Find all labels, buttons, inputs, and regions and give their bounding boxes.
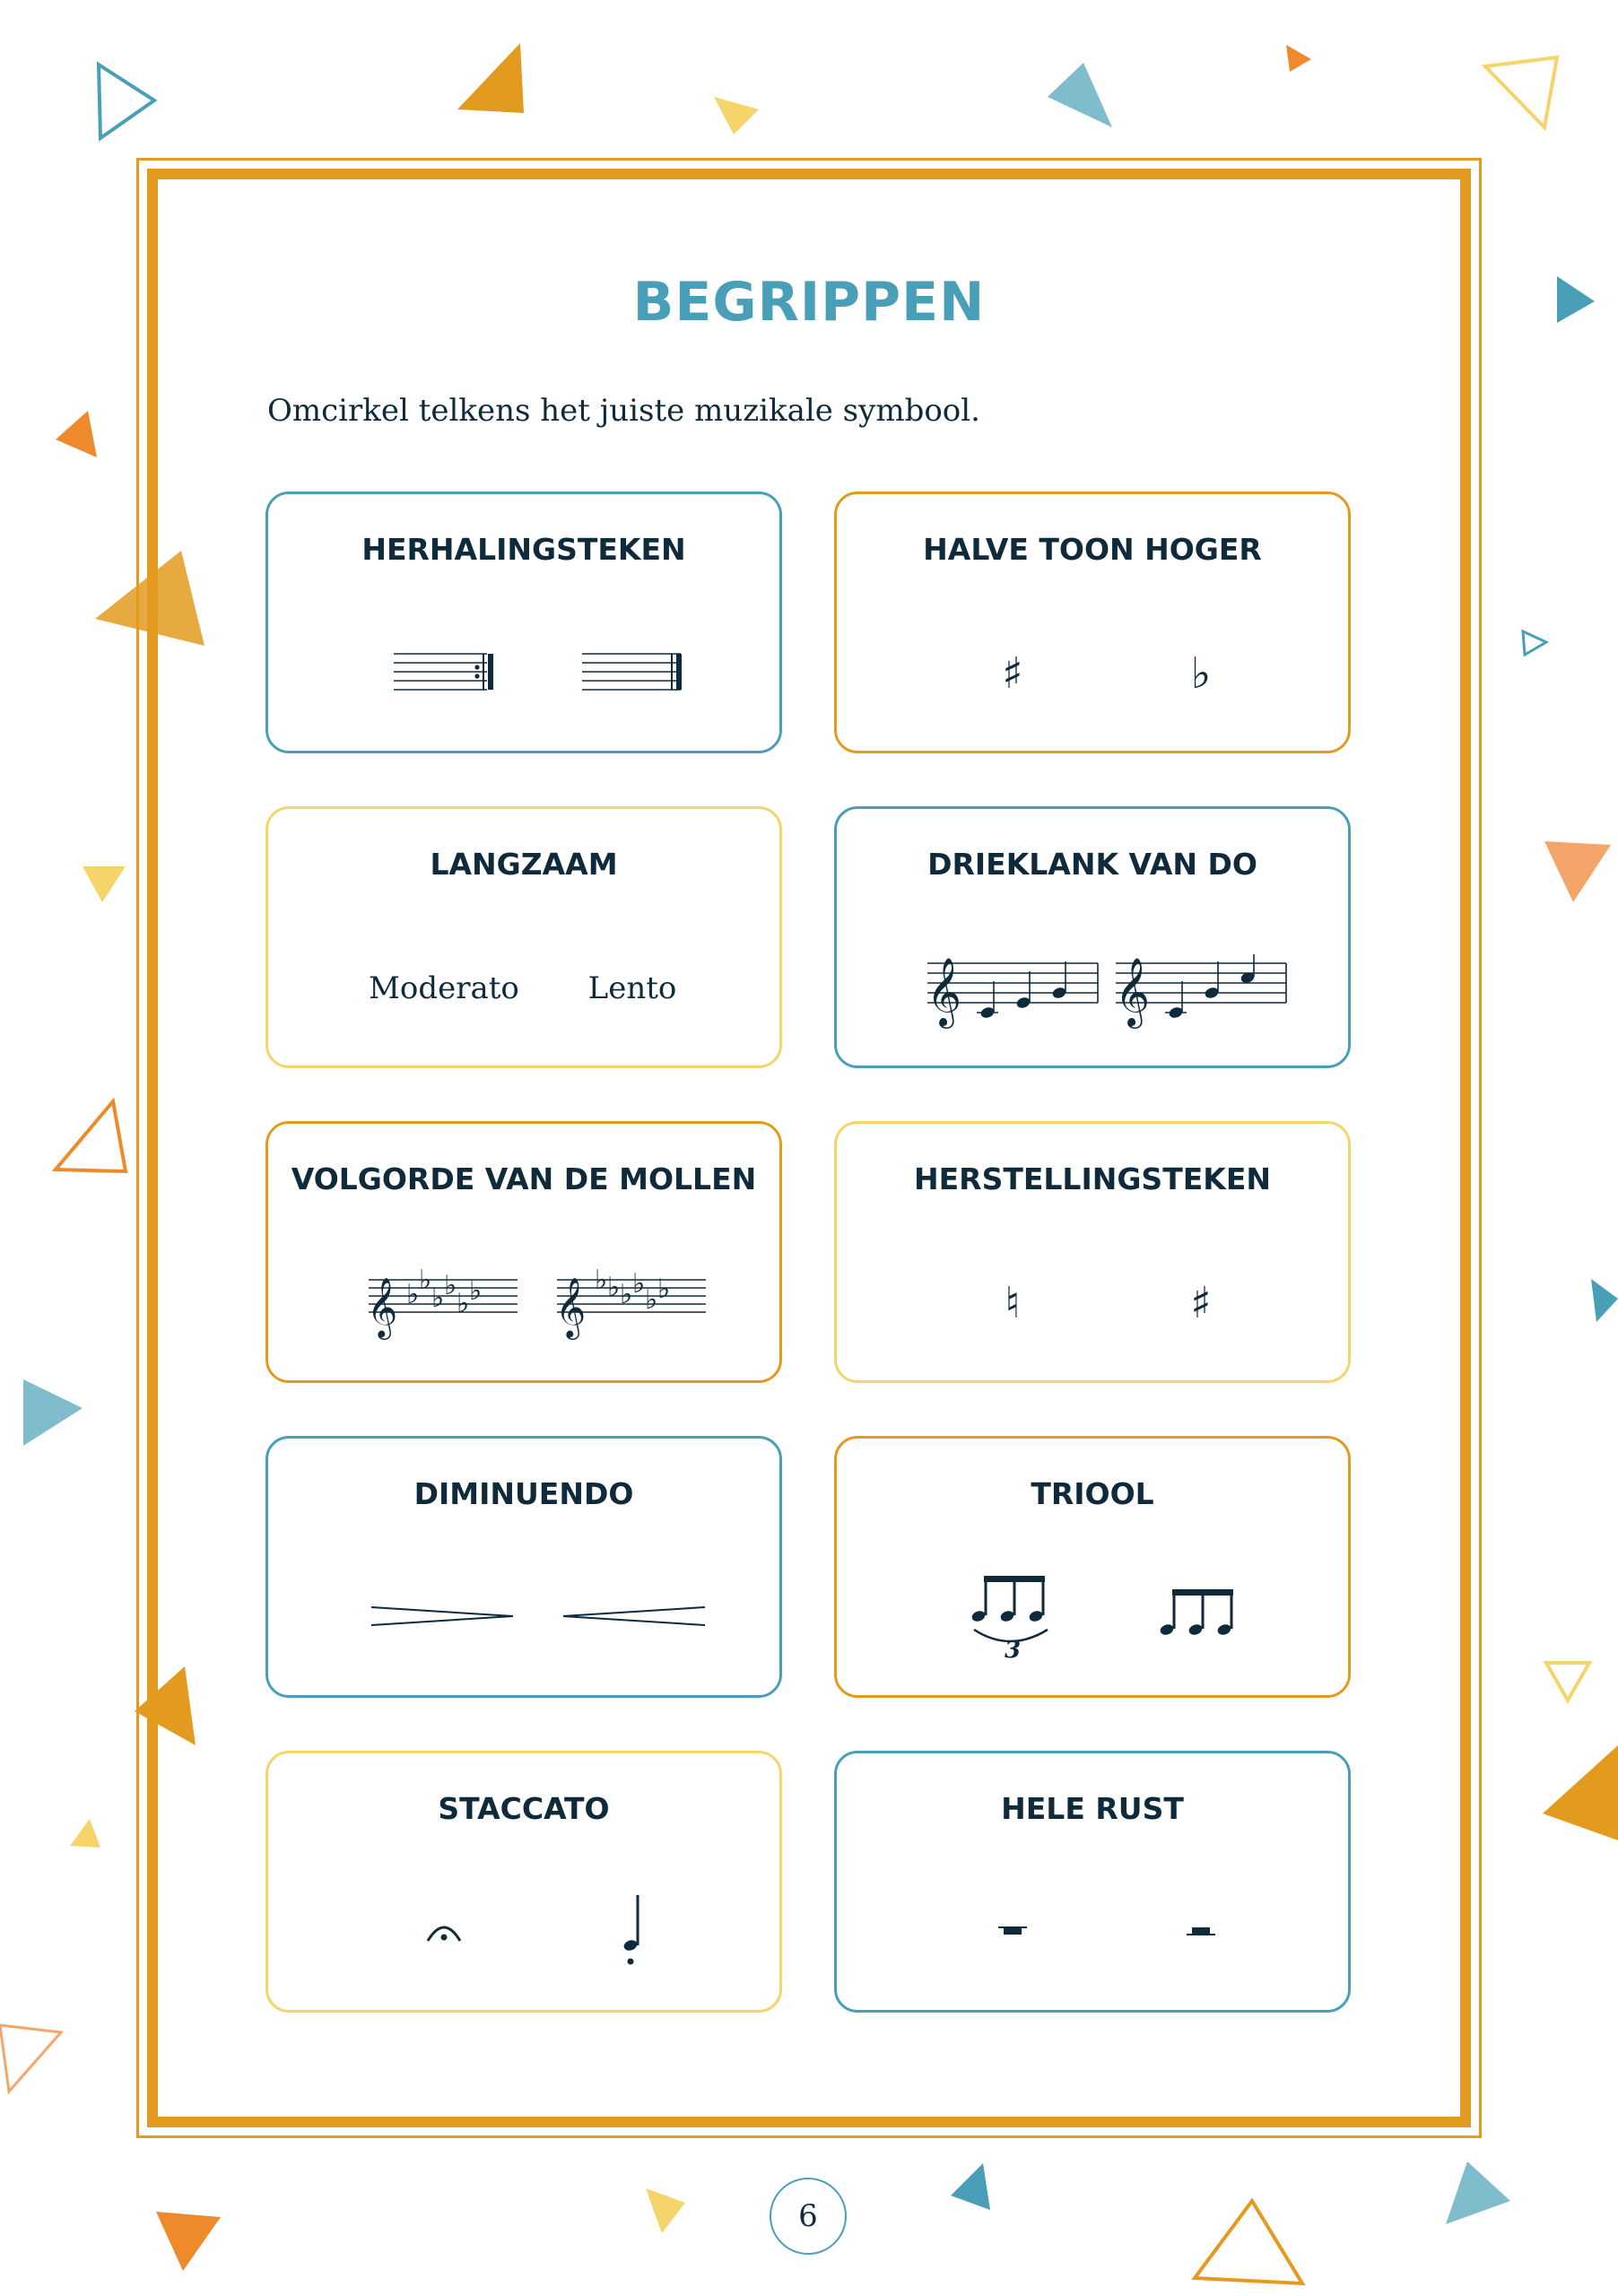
svg-text:♭: ♭ (657, 1274, 671, 1305)
svg-text:𝄞: 𝄞 (555, 1276, 587, 1337)
triangle-icon (714, 97, 759, 135)
card-title: DIMINUENDO (413, 1476, 634, 1511)
card-title: TRIOOL (1031, 1476, 1154, 1511)
beamed-eighths-icon (1152, 1580, 1250, 1656)
card-diminuendo (265, 1436, 782, 1698)
svg-text:𝄞: 𝄞 (926, 957, 962, 1026)
answer-option-symbol[interactable] (923, 1258, 1102, 1348)
answer-option-fermata-icon[interactable] (354, 1888, 534, 1978)
card-title: LANGZAAM (430, 847, 618, 882)
answer-option-triplet-eighths-icon[interactable] (923, 1573, 1102, 1663)
decrescendo-hairpin-icon (368, 1598, 520, 1638)
svg-text:♭: ♭ (607, 1272, 621, 1303)
answer-option-half-rest-icon[interactable] (1111, 1888, 1291, 1978)
card-langzaam (265, 806, 782, 1068)
triangle-icon (646, 2188, 685, 2233)
answer-option-text[interactable] (543, 944, 722, 1033)
card-title: STACCATO (438, 1791, 610, 1826)
answer-option-crescendo-hairpin-icon[interactable] (543, 1573, 722, 1663)
instruction-text: Omcirkel telkens het juiste muzikale symbool. (267, 393, 980, 429)
triad-cgc-icon (1111, 942, 1291, 1035)
triangle-icon (56, 1101, 126, 1171)
triad-ceg-icon (923, 942, 1102, 1035)
card-staccato (265, 1751, 782, 2013)
svg-text:𝄞: 𝄞 (367, 1276, 398, 1337)
answer-option-text[interactable] (354, 944, 534, 1033)
triangle-icon (1446, 2161, 1510, 2224)
answer-option-staccato-quarter-note-icon[interactable] (543, 1888, 722, 1978)
triangle-icon (1286, 45, 1311, 72)
card-title: HERHALINGSTEKEN (361, 532, 686, 567)
triangle-icon (1591, 1279, 1618, 1322)
triangle-icon (0, 2025, 61, 2092)
svg-text:♭: ♭ (620, 1279, 633, 1310)
triangle-icon (156, 2212, 221, 2271)
answer-option-beamed-eighths-icon[interactable] (1111, 1573, 1291, 1663)
card-herstellingsteken (834, 1121, 1351, 1383)
option-label: Lento (587, 970, 677, 1006)
triangle-icon (56, 411, 97, 457)
option-label: Moderato (369, 970, 519, 1006)
card-title: HERSTELLINGSTEKEN (914, 1161, 1271, 1196)
card-herhalingsteken (265, 491, 782, 753)
final-barline-icon (578, 636, 686, 711)
triangle-icon (1523, 631, 1546, 655)
fermata-icon (417, 1909, 471, 1957)
answer-option-symbol[interactable] (923, 629, 1102, 718)
svg-text:♭: ♭ (419, 1265, 432, 1296)
triangle-icon (1195, 2201, 1302, 2283)
card-title: HELE RUST (1001, 1791, 1184, 1826)
flats-wrong-order-icon (552, 1257, 713, 1350)
answer-option-triad-ceg-icon[interactable] (923, 944, 1102, 1033)
music-symbol-icon: ♮ (1005, 1278, 1021, 1328)
page-title: BEGRIPPEN (632, 271, 986, 334)
svg-text:♭: ♭ (595, 1265, 608, 1296)
answer-option-flats-correct-order-icon[interactable] (354, 1258, 534, 1348)
svg-text:♭: ♭ (444, 1270, 457, 1301)
triangle-icon (1048, 63, 1112, 127)
triangle-icon (83, 866, 126, 902)
answer-option-symbol[interactable] (1111, 1258, 1291, 1348)
triangle-icon (70, 1819, 100, 1848)
music-symbol-icon: ♭ (1190, 648, 1212, 699)
card-title: VOLGORDE VAN DE MOLLEN (291, 1161, 757, 1196)
card-title: DRIEKLANK VAN DO (927, 847, 1257, 882)
answer-option-whole-rest-icon[interactable] (923, 1888, 1102, 1978)
card-halve-toon-hoger (834, 491, 1351, 753)
answer-option-final-barline-icon[interactable] (543, 629, 722, 718)
svg-text:♭: ♭ (406, 1279, 420, 1310)
triangle-icon (23, 1379, 83, 1446)
svg-text:♭: ♭ (645, 1284, 658, 1316)
card-hele-rust (834, 1751, 1351, 2013)
whole-rest-icon (986, 1913, 1040, 1952)
repeat-barline-icon (390, 636, 498, 711)
triangle-icon (1544, 841, 1611, 902)
triplet-eighths-icon (963, 1567, 1062, 1669)
music-symbol-icon: ♯ (1002, 648, 1023, 699)
flats-correct-order-icon (363, 1257, 525, 1350)
svg-text:♭: ♭ (457, 1288, 470, 1319)
svg-text:♭: ♭ (469, 1275, 483, 1307)
card-volgorde-van-de-mollen (265, 1121, 782, 1383)
page-number: 6 (770, 2178, 847, 2255)
triangle-icon (1485, 57, 1557, 127)
answer-option-symbol[interactable] (1111, 629, 1291, 718)
answer-option-triad-cgc-icon[interactable] (1111, 944, 1291, 1033)
half-rest-icon (1174, 1913, 1228, 1952)
card-title: HALVE TOON HOGER (923, 532, 1262, 567)
answer-option-decrescendo-hairpin-icon[interactable] (354, 1573, 534, 1663)
staccato-quarter-note-icon (605, 1886, 659, 1979)
triangle-icon (457, 43, 524, 113)
crescendo-hairpin-icon (556, 1598, 709, 1638)
triplet-number-label: 3 (1005, 1637, 1022, 1664)
triangle-icon (1543, 1745, 1618, 1840)
triangle-icon (99, 65, 154, 138)
svg-text:𝄞: 𝄞 (1115, 957, 1151, 1026)
card-triool (834, 1436, 1351, 1698)
svg-text:♭: ♭ (632, 1268, 646, 1300)
triangle-icon (1546, 1663, 1589, 1700)
answer-option-repeat-barline-icon[interactable] (354, 629, 534, 718)
music-symbol-icon: ♯ (1190, 1278, 1212, 1328)
card-drieklank-van-do (834, 806, 1351, 1068)
svg-text:♭: ♭ (431, 1283, 445, 1314)
triangle-icon (951, 2163, 990, 2210)
answer-option-flats-wrong-order-icon[interactable] (543, 1258, 722, 1348)
